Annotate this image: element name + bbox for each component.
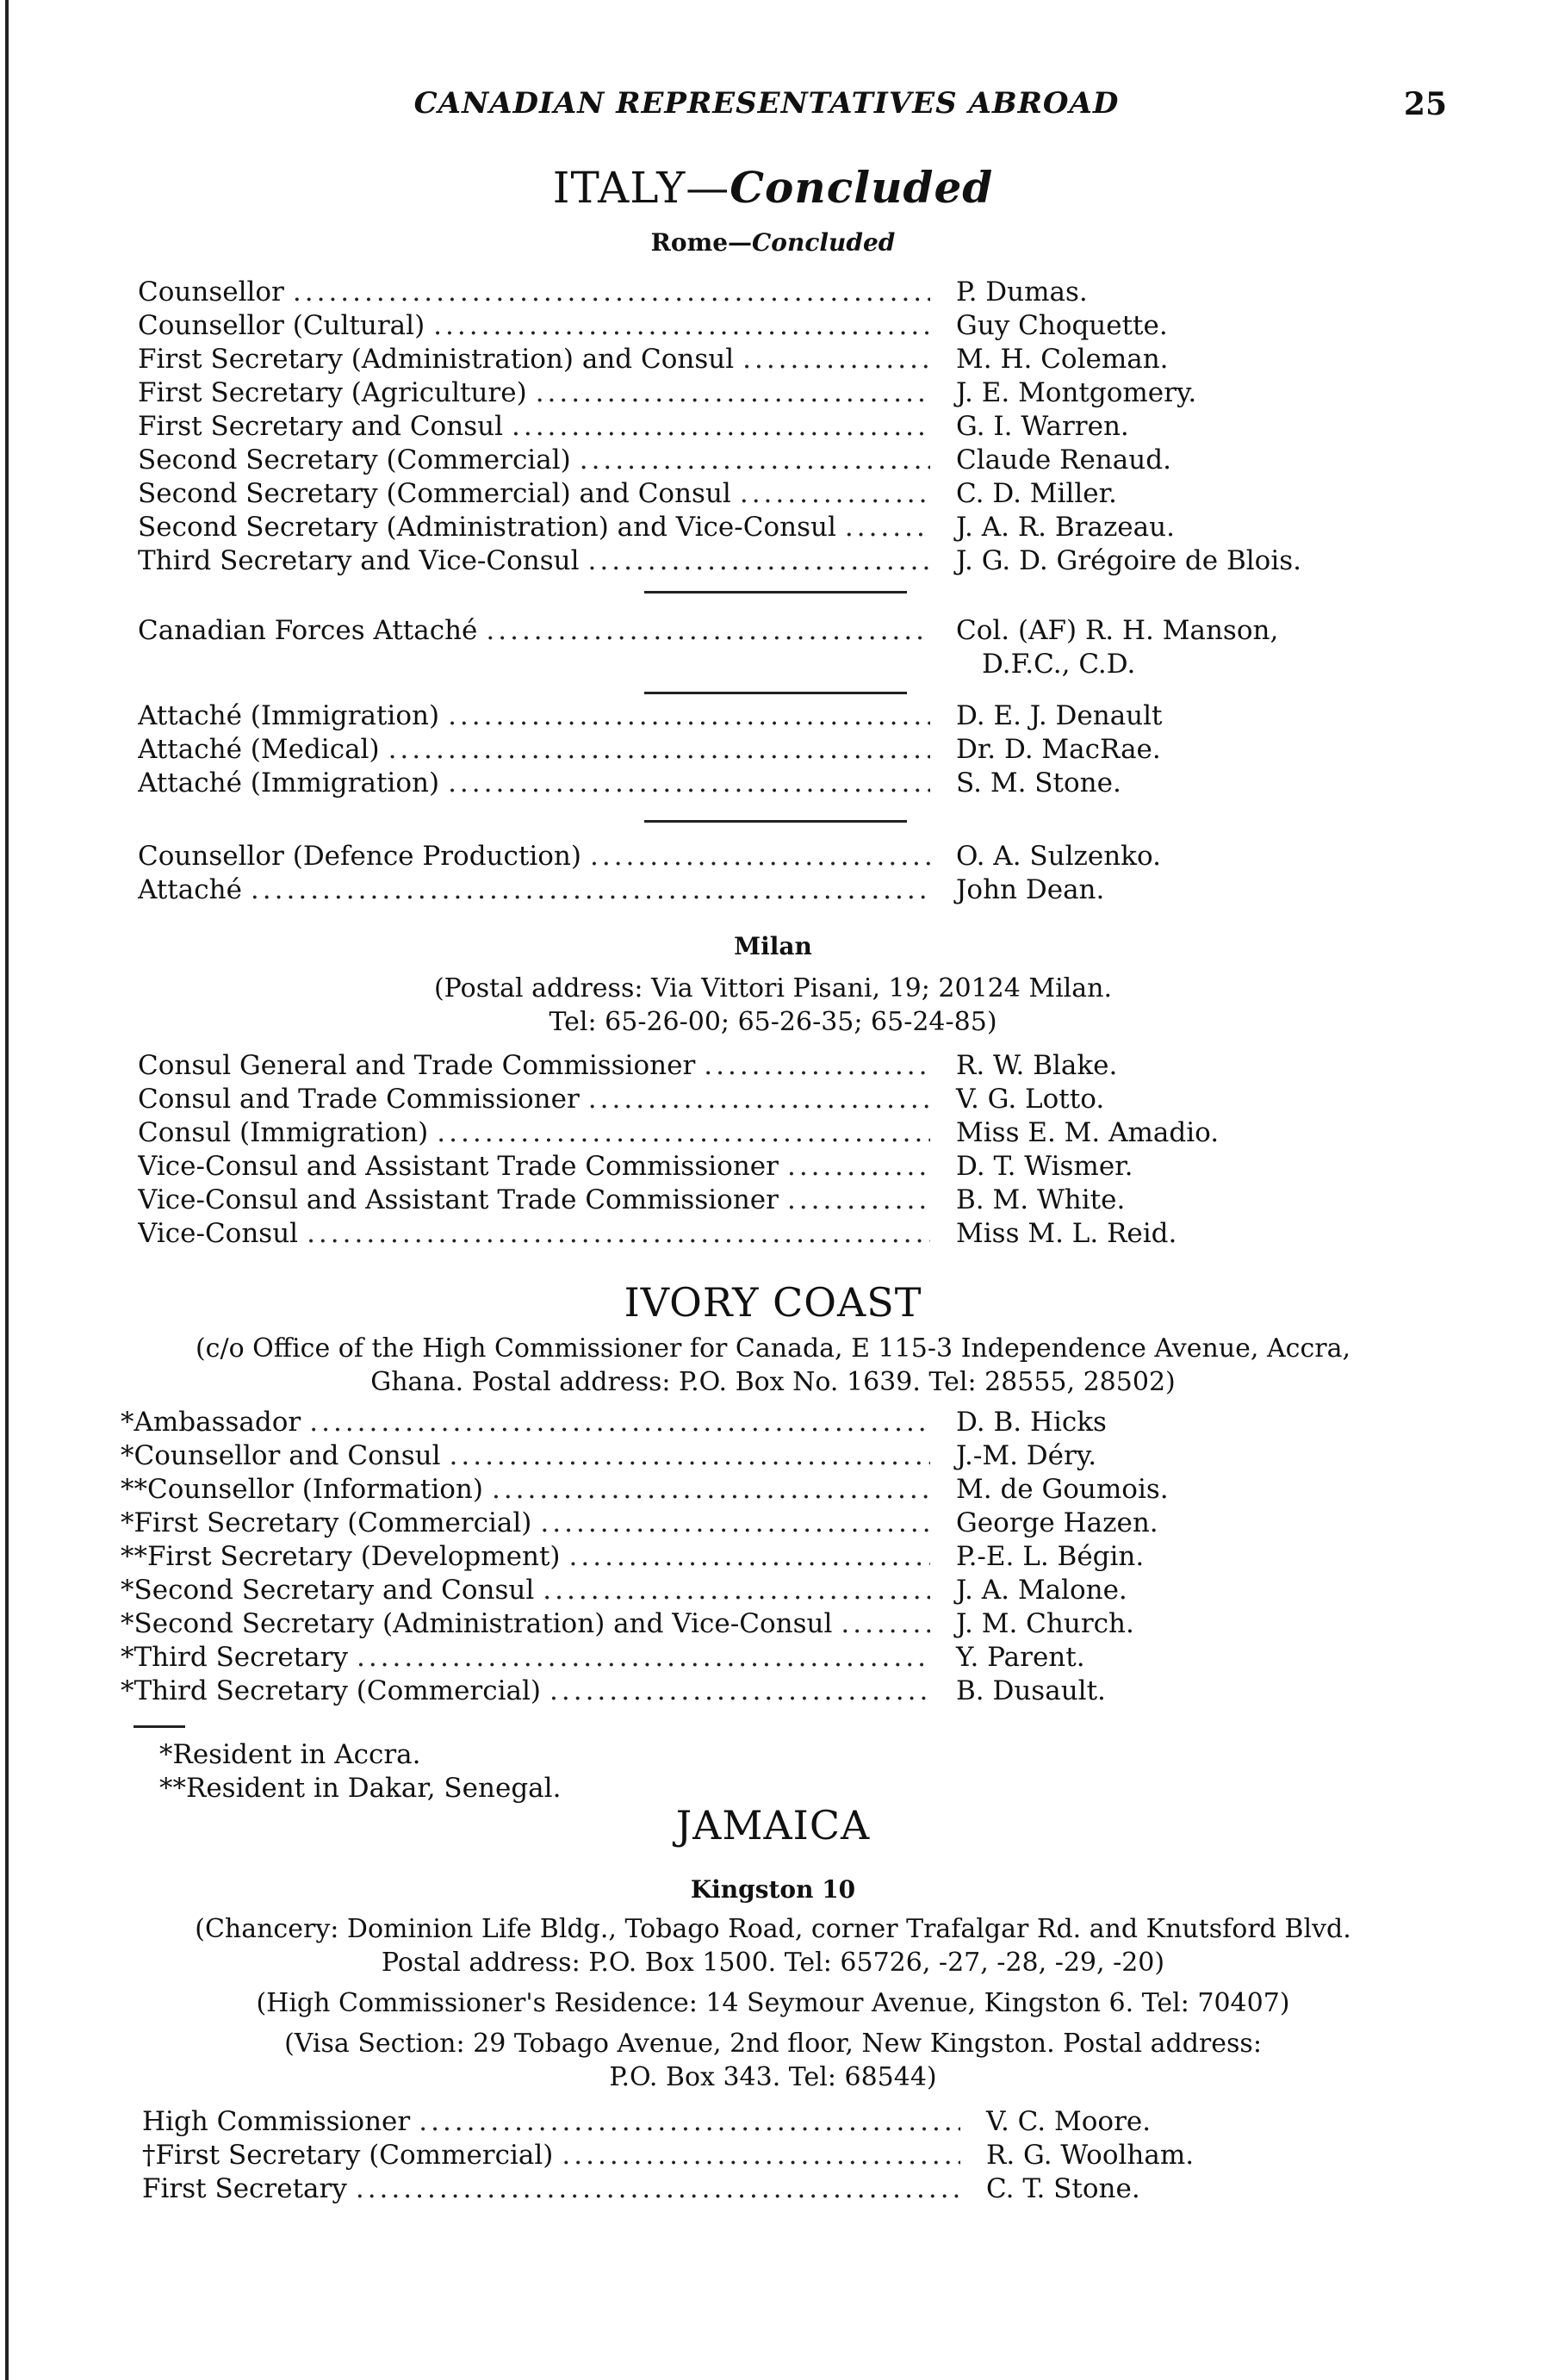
country-heading-italy: ITALY—Concluded [552, 162, 994, 213]
section-divider [644, 591, 907, 593]
section-divider [644, 820, 907, 823]
ivory-coast-address: (c/o Office of the High Commissioner for Canada, E 115-3 Independence Avenue, Accra, Ghana. Postal address: P.O. Box No. 1639. Tel: 28555, 28502) [195, 1333, 1351, 1397]
attache-list [138, 699, 1163, 800]
staff-row: *Third Secretary (Commercial) ..... B. Dusault. [121, 1675, 1169, 1708]
staff-row: Attaché ..... John Dean. [138, 873, 1161, 907]
staff-row: Vice-Consul ..... Miss M. L. Reid. [138, 1217, 1219, 1251]
staff-name-continuation: D.F.C., C.D. [982, 649, 1136, 680]
staff-row: Attaché (Immigration) ..... S. M. Stone. [138, 767, 1163, 800]
milan-staff-list [138, 1049, 1219, 1251]
jamaica-staff-list [142, 2105, 1194, 2206]
staff-row: †First Secretary (Commercial) ..... R. G. Woolham. [142, 2139, 1194, 2172]
running-title: CANADIAN REPRESENTATIVES ABROAD [413, 86, 1120, 121]
staff-row: *First Secretary (Commercial) ..... George Hazen. [121, 1507, 1169, 1540]
rome-staff-list [138, 276, 1301, 578]
country-heading-jamaica: JAMAICA [675, 1802, 871, 1849]
staff-row: **Counsellor (Information) ..... M. de Goumois. [121, 1473, 1169, 1507]
staff-row: High Commissioner ..... V. C. Moore. [142, 2105, 1194, 2139]
staff-row: Counsellor (Cultural) ..... Guy Choquette. [138, 309, 1301, 343]
ivory-coast-staff-list [121, 1406, 1169, 1708]
footnote: *Resident in Accra. [159, 1739, 421, 1770]
country-heading-ivory-coast: IVORY COAST [624, 1279, 922, 1326]
defence-list [138, 840, 1161, 907]
staff-row: First Secretary (Agriculture) ..... J. E. Montgomery. [138, 376, 1301, 410]
staff-row: First Secretary (Administration) and Consul ..... M. H. Coleman. [138, 343, 1301, 376]
staff-row: Vice-Consul and Assistant Trade Commissioner ..... D. T. Wismer. [138, 1150, 1219, 1184]
staff-row: First Secretary and Consul ..... G. I. Warren. [138, 410, 1301, 444]
forces-attache [138, 614, 1278, 681]
staff-row: First Secretary ..... C. T. Stone. [142, 2172, 1194, 2206]
staff-row: Consul and Trade Commissioner ..... V. G. Lotto. [138, 1083, 1219, 1116]
staff-row: Counsellor (Defence Production) ..... O. A. Sulzenko. [138, 840, 1161, 873]
staff-row: Consul (Immigration) ..... Miss E. M. Amadio. [138, 1116, 1219, 1150]
staff-row: *Second Secretary and Consul ..... J. A. Malone. [121, 1574, 1169, 1607]
staff-row: **First Secretary (Development) ..... P.-E. L. Bégin. [121, 1540, 1169, 1574]
staff-row: Attaché (Medical) ..... Dr. D. MacRae. [138, 733, 1163, 767]
staff-row: *Counsellor and Consul ..... J.-M. Déry. [121, 1439, 1169, 1473]
staff-row: Canadian Forces Attaché ..... Col. (AF) R. H. Manson, [138, 614, 1278, 648]
city-heading-milan: Milan [734, 932, 812, 960]
jamaica-address: (Chancery: Dominion Life Bldg., Tobago Road, corner Trafalgar Rd. and Knutsford Blvd. Postal address: P.O. Box 1500. Tel: 65726, -27, -28, -29, -20) (High Commissioner's Residence: 14 Seymour Avenue, Kingston 6. Tel: 70407) (Visa Section: 29 Tobago Avenue, 2nd floor, New Kingston. Postal address: P.O. Box 343. Tel: 68544) [195, 1914, 1351, 2092]
footnote-rule [133, 1725, 185, 1728]
staff-row: *Third Secretary ..... Y. Parent. [121, 1641, 1169, 1675]
section-divider [644, 692, 907, 694]
staff-row: Second Secretary (Administration) and Vice-Consul ..... J. A. R. Brazeau. [138, 511, 1301, 544]
staff-row: Counsellor ..... P. Dumas. [138, 276, 1301, 309]
staff-row: Consul General and Trade Commissioner ..... R. W. Blake. [138, 1049, 1219, 1083]
page-number: 25 [1403, 86, 1447, 122]
staff-row: Second Secretary (Commercial) and Consul ..... C. D. Miller. [138, 477, 1301, 511]
milan-address: (Postal address: Via Vittori Pisani, 19; 20124 Milan. Tel: 65-26-00; 65-26-35; 65-24-85) [433, 973, 1113, 1037]
staff-row: Third Secretary and Vice-Consul ..... J. G. D. Grégoire de Blois. [138, 544, 1301, 578]
footnote: **Resident in Dakar, Senegal. [159, 1773, 562, 1804]
staff-row: Vice-Consul and Assistant Trade Commissioner ..... B. M. White. [138, 1184, 1219, 1217]
city-heading-kingston: Kingston 10 [690, 1875, 856, 1904]
staff-row: *Second Secretary (Administration) and Vice-Consul ..... J. M. Church. [121, 1607, 1169, 1641]
city-heading-rome: Rome—Concluded [650, 228, 896, 257]
staff-row: *Ambassador ..... D. B. Hicks [121, 1406, 1169, 1439]
staff-row: Second Secretary (Commercial) ..... Claude Renaud. [138, 444, 1301, 477]
staff-row: Attaché (Immigration) ..... D. E. J. Denault [138, 699, 1163, 733]
